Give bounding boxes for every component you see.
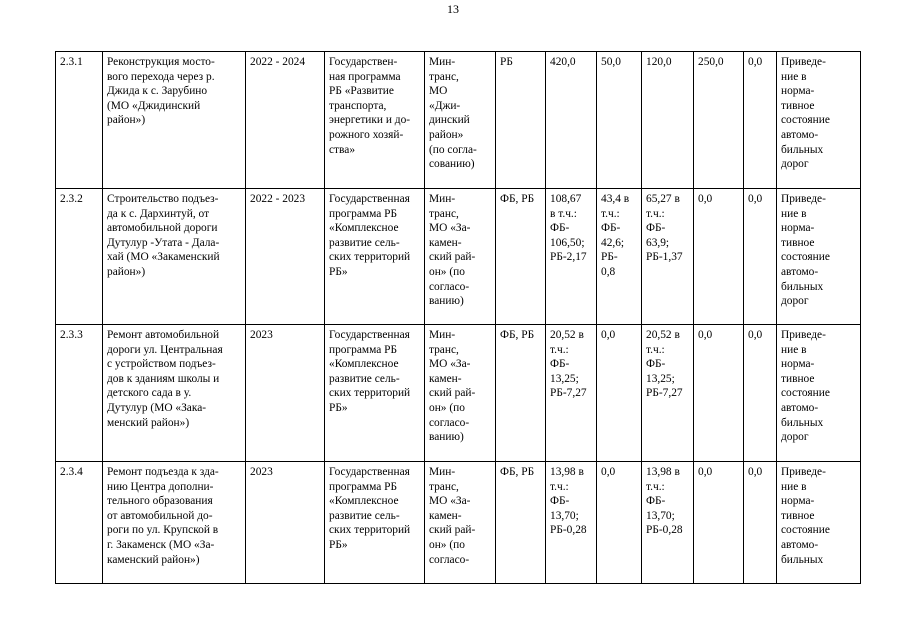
amount-year-2: 13,98 в т.ч.: ФБ- 13,70; РБ-0,28 (642, 462, 694, 584)
funding-source: ФБ, РБ (496, 462, 546, 584)
funding-source: РБ (496, 52, 546, 189)
total-amount: 420,0 (546, 52, 597, 189)
state-program: Государственная программа РБ «Комплексное развитие сель- ских территорий РБ» (325, 462, 425, 584)
amount-year-3: 0,0 (694, 189, 744, 325)
table-row (56, 325, 861, 462)
measures-table (55, 51, 861, 584)
table-row (56, 52, 861, 189)
expected-result: Приведе- ние в норма- тивное состояние автомо- бильных дорог (777, 189, 861, 325)
amount-year-2: 20,52 в т.ч.: ФБ- 13,25; РБ-7,27 (642, 325, 694, 462)
funding-source: ФБ, РБ (496, 189, 546, 325)
total-amount: 108,67 в т.ч.: ФБ- 106,50; РБ-2,17 (546, 189, 597, 325)
funding-source: ФБ, РБ (496, 325, 546, 462)
expected-result: Приведе- ние в норма- тивное состояние автомо- бильных дорог (777, 325, 861, 462)
amount-year-2: 120,0 (642, 52, 694, 189)
item-number: 2.3.4 (56, 462, 103, 584)
total-amount: 13,98 в т.ч.: ФБ- 13,70; РБ-0,28 (546, 462, 597, 584)
measure-name: Ремонт автомобильной дороги ул. Центральная с устройством подъез- дов к зданиям школы и детского сада в у. Дутулур (МО «Зака- менский район») (103, 325, 246, 462)
measure-name: Строительство подъез- да к с. Дархинтуй, от автомобильной дороги Дутулур -Утата - Дала- хай (МО «Закаменский район») (103, 189, 246, 325)
state-program: Государствен- ная программа РБ «Развитие транспорта, энергетики и до- рожного хозяй- ства» (325, 52, 425, 189)
amount-year-4: 0,0 (744, 52, 777, 189)
amount-year-3: 0,0 (694, 462, 744, 584)
measure-name: Реконструкция мосто- вого перехода через р. Джида к с. Зарубино (МО «Джидинский район») (103, 52, 246, 189)
measure-name: Ремонт подъезда к зда- нию Центра дополни- тельного образования от автомобильной до- роги по ул. Крупской в г. Закаменск (МО «За- каменский район») (103, 462, 246, 584)
total-amount: 20,52 в т.ч.: ФБ- 13,25; РБ-7,27 (546, 325, 597, 462)
executor: Мин- транс, МО «За- камен- ский рай- он» (по согласо- ванию) (425, 189, 496, 325)
amount-year-2: 65,27 в т.ч.: ФБ- 63,9; РБ-1,37 (642, 189, 694, 325)
table-row (56, 462, 861, 584)
amount-year-3: 250,0 (694, 52, 744, 189)
amount-year-4: 0,0 (744, 462, 777, 584)
expected-result: Приведе- ние в норма- тивное состояние автомо- бильных дорог (777, 52, 861, 189)
amount-year-4: 0,0 (744, 189, 777, 325)
implementation-period: 2023 (246, 325, 325, 462)
amount-year-1: 50,0 (597, 52, 642, 189)
amount-year-1: 0,0 (597, 462, 642, 584)
implementation-period: 2022 - 2023 (246, 189, 325, 325)
item-number: 2.3.3 (56, 325, 103, 462)
executor: Мин- транс, МО «За- камен- ский рай- он» (по согласо- ванию) (425, 325, 496, 462)
amount-year-4: 0,0 (744, 325, 777, 462)
implementation-period: 2023 (246, 462, 325, 584)
item-number: 2.3.2 (56, 189, 103, 325)
amount-year-1: 43,4 в т.ч.: ФБ- 42,6; РБ- 0,8 (597, 189, 642, 325)
table-row (56, 189, 861, 325)
item-number: 2.3.1 (56, 52, 103, 189)
executor: Мин- транс, МО «За- камен- ский рай- он» (по согласо- (425, 462, 496, 584)
expected-result: Приведе- ние в норма- тивное состояние автомо- бильных (777, 462, 861, 584)
page-number: 13 (447, 2, 459, 16)
amount-year-1: 0,0 (597, 325, 642, 462)
amount-year-3: 0,0 (694, 325, 744, 462)
state-program: Государственная программа РБ «Комплексное развитие сель- ских территорий РБ» (325, 325, 425, 462)
executor: Мин- транс, МО «Джи- динский район» (по согла- сованию) (425, 52, 496, 189)
implementation-period: 2022 - 2024 (246, 52, 325, 189)
state-program: Государственная программа РБ «Комплексное развитие сель- ских территорий РБ» (325, 189, 425, 325)
